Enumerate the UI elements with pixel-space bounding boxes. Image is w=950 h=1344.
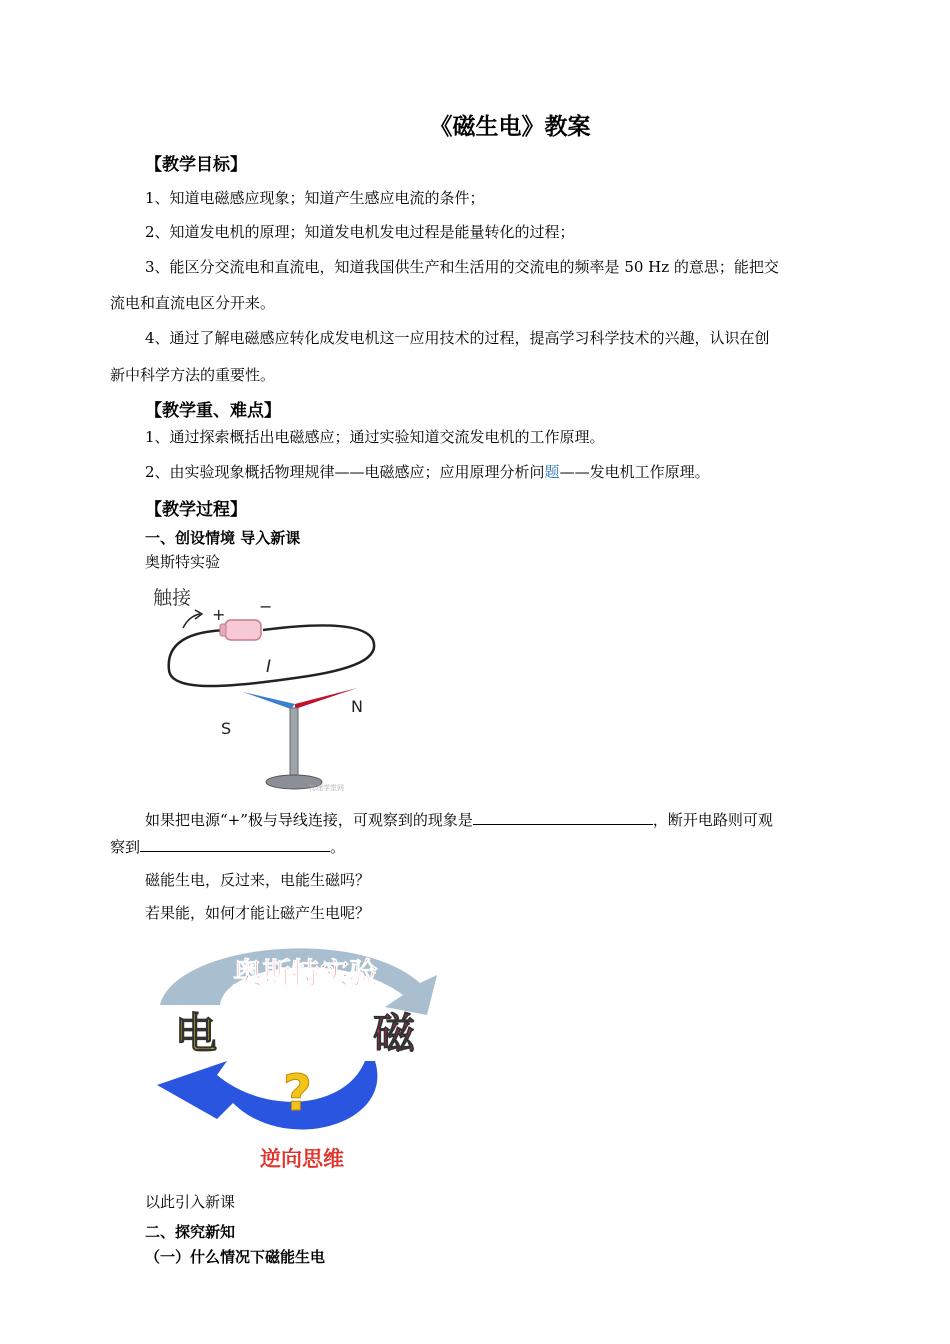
goal-3: 3、能区分交流电和直流电，知道我国供生产和生活用的交流电的频率是 50 Hz 的意思；能把交 [145, 258, 779, 276]
intro-text: 以此引入新课 [145, 1193, 236, 1211]
needle-north-icon [295, 688, 357, 709]
part1-heading: 一、创设情境 导入新课 [145, 529, 301, 547]
goals-heading: 【教学目标】 [145, 155, 247, 175]
goal-3-cont: 流电和直流电区分开来。 [110, 294, 276, 312]
needle-south-icon [243, 692, 295, 709]
question-2: 磁能生电，反过来，电能生磁吗？ [145, 871, 371, 889]
goal-2: 2、知道发电机的原理；知道发电机发电过程是能量转化的过程； [145, 223, 575, 241]
key-heading: 【教学重、难点】 [145, 401, 281, 421]
part2-subheading: （一）什么情况下磁能生电 [145, 1248, 326, 1266]
process-heading: 【教学过程】 [145, 500, 247, 520]
key-point-2 [145, 462, 710, 482]
page-title: 《磁生电》教案 [429, 114, 591, 140]
bottom-label: 逆向思维 [260, 1147, 344, 1171]
goal-4-cont: 新中科学方法的重要性。 [110, 366, 276, 384]
key-point-1: 1、通过探索概括出电磁感应；通过实验知道交流发电机的工作原理。 [145, 428, 605, 446]
question-b: ，断开电路则可观 [652, 811, 773, 829]
question-c: 察到 [110, 838, 141, 856]
question-mark-icon: ? [283, 1064, 313, 1122]
key-point-2-a: 2、由实验现象概括物理规律——电磁感应；应用原理分析问 [145, 463, 545, 481]
key-point-2-c: ——发电机工作原理。 [559, 463, 710, 481]
question-d: 。 [330, 838, 346, 856]
battery-terminal-icon [220, 624, 226, 636]
goal-4: 4、通过了解电磁感应转化成发电机这一应用技术的过程，提高学习科学技术的兴趣，认识在创 [145, 329, 770, 347]
magnetism-char: 磁 [373, 1009, 416, 1058]
north-label: N [351, 697, 363, 716]
battery-icon [225, 620, 261, 640]
part2-heading: 二、探究新知 [145, 1223, 236, 1241]
south-label: S [221, 719, 232, 738]
oersted-experiment-figure [145, 580, 385, 800]
touch-arrow-icon [183, 614, 200, 628]
stand-pole [290, 708, 298, 780]
question-line-1 [145, 809, 773, 830]
wire-loop [169, 625, 374, 686]
question-a: 如果把电源“+”极与导线连接，可观察到的现象是 [145, 811, 473, 829]
electricity-char: 电 [175, 1009, 218, 1058]
key-point-2-link[interactable]: 题 [544, 463, 560, 481]
watermark: 物理学堂网 [309, 784, 344, 792]
top-label: 奥斯特实验 [233, 956, 379, 990]
question-line-2 [110, 836, 345, 857]
oersted-label: 奥斯特实验 [145, 553, 221, 571]
answer-blank-2[interactable] [140, 836, 330, 852]
plus-sign: + [212, 605, 226, 624]
minus-sign: − [259, 597, 273, 616]
reverse-thinking-figure [145, 935, 465, 1180]
goal-1: 1、知道电磁感应现象；知道产生感应电流的条件； [145, 189, 485, 207]
question-3: 若果能，如何才能让磁产生电呢？ [145, 904, 371, 922]
current-label: I [266, 657, 272, 677]
bottom-arrow-icon [157, 1061, 377, 1130]
touch-label: 触接 [153, 587, 192, 609]
answer-blank-1[interactable] [473, 809, 653, 825]
